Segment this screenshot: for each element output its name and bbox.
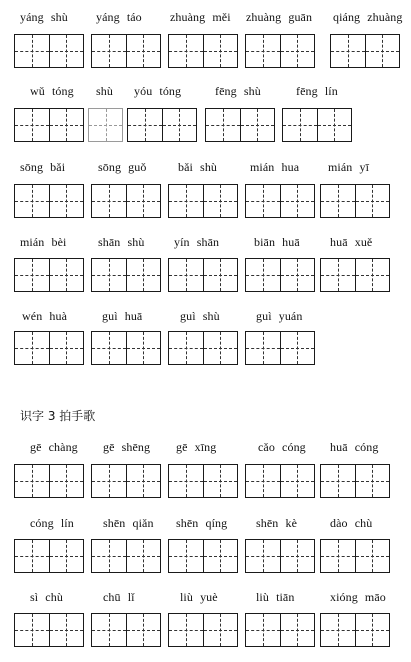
pinyin-label: zhuàng guān [246, 10, 313, 24]
writing-grid[interactable] [91, 539, 161, 573]
writing-grid[interactable] [245, 539, 315, 573]
writing-grid[interactable] [168, 258, 238, 292]
writing-grid[interactable] [91, 258, 161, 292]
pinyin-label: guì shù [180, 309, 220, 323]
writing-grid[interactable] [245, 34, 315, 68]
pinyin-label: wén huà [22, 309, 68, 323]
writing-grid[interactable] [245, 613, 315, 647]
writing-grid[interactable] [14, 331, 84, 365]
pinyin-label: sì chù [30, 590, 63, 604]
writing-grid[interactable] [14, 108, 84, 142]
writing-grid[interactable] [320, 464, 390, 498]
writing-grid[interactable] [14, 464, 84, 498]
pinyin-label: mián hua [250, 160, 300, 174]
pinyin-label: qiáng zhuàng [333, 10, 403, 24]
writing-grid[interactable] [14, 613, 84, 647]
writing-grid[interactable] [91, 331, 161, 365]
writing-grid[interactable] [320, 539, 390, 573]
pinyin-label: yáng shù [20, 10, 68, 24]
writing-grid[interactable] [168, 539, 238, 573]
pinyin-label: sōng bǎi [20, 160, 66, 174]
pinyin-label: shēn qiǎn [103, 516, 154, 530]
pinyin-label: mián yī [328, 160, 370, 174]
pinyin-label: cǎo cóng [258, 440, 306, 454]
writing-grid[interactable] [168, 464, 238, 498]
writing-grid[interactable] [14, 34, 84, 68]
writing-grid[interactable] [245, 184, 315, 218]
writing-grid[interactable] [91, 34, 161, 68]
writing-grid[interactable] [91, 464, 161, 498]
pinyin-label: huā xuě [330, 235, 373, 249]
writing-grid[interactable] [91, 613, 161, 647]
pinyin-label: shēn qíng [176, 516, 228, 530]
pinyin-label: zhuàng měi [170, 10, 231, 24]
pinyin-label: yín shān [174, 235, 220, 249]
writing-grid[interactable] [282, 108, 352, 142]
pinyin-label: fēng lín [296, 84, 338, 98]
writing-grid[interactable] [245, 464, 315, 498]
pinyin-label: wǔ tóng [30, 84, 74, 98]
pinyin-label: cóng lín [30, 516, 74, 530]
pinyin-label: chū lǐ [103, 590, 135, 604]
writing-grid[interactable] [320, 613, 390, 647]
pinyin-label: fēng shù [215, 84, 261, 98]
writing-grid[interactable] [330, 34, 400, 68]
pinyin-label: gē shēng [103, 440, 151, 454]
writing-grid[interactable] [168, 613, 238, 647]
writing-grid[interactable] [320, 258, 390, 292]
writing-grid[interactable] [14, 184, 84, 218]
pinyin-label: huā cóng [330, 440, 379, 454]
pinyin-label: guì yuán [256, 309, 303, 323]
pinyin-label: xióng māo [330, 590, 386, 604]
pinyin-label: guì huā [102, 309, 143, 323]
pinyin-label: bǎi shù [178, 160, 218, 174]
writing-grid[interactable] [168, 34, 238, 68]
writing-grid[interactable] [88, 108, 123, 142]
writing-grid[interactable] [14, 539, 84, 573]
writing-grid[interactable] [127, 108, 197, 142]
pinyin-label: gē xīng [176, 440, 217, 454]
pinyin-label: liù tiān [256, 590, 295, 604]
pinyin-label: gē chàng [30, 440, 78, 454]
pinyin-label: sōng guǒ [98, 160, 147, 174]
pinyin-label: yóu tóng [134, 84, 182, 98]
pinyin-label: liù yuè [180, 590, 218, 604]
writing-grid[interactable] [245, 258, 315, 292]
writing-grid[interactable] [205, 108, 275, 142]
section-title: 识字 3 拍手歌 [20, 409, 96, 423]
writing-grid[interactable] [320, 184, 390, 218]
pinyin-label: shēn kè [256, 516, 298, 530]
pinyin-label: shù [96, 84, 113, 98]
writing-grid[interactable] [91, 184, 161, 218]
writing-grid[interactable] [168, 331, 238, 365]
pinyin-label: dào chù [330, 516, 373, 530]
writing-grid[interactable] [168, 184, 238, 218]
writing-grid[interactable] [245, 331, 315, 365]
pinyin-label: mián bèi [20, 235, 67, 249]
pinyin-label: shān shù [98, 235, 145, 249]
pinyin-label: biān huā [254, 235, 300, 249]
pinyin-label: yáng táo [96, 10, 142, 24]
writing-grid[interactable] [14, 258, 84, 292]
